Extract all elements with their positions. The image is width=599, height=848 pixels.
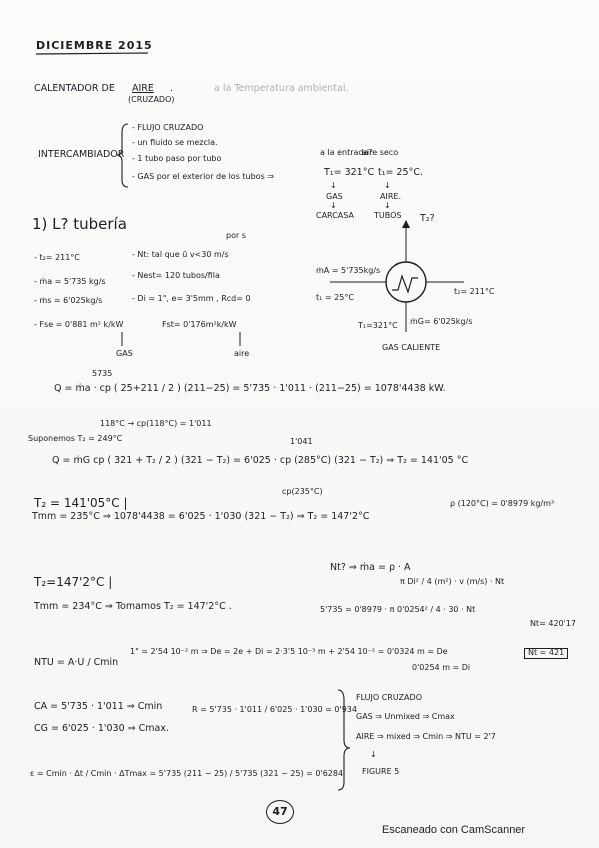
right-block-item: GAS ⇒ Unmixed ⇒ Cmax	[356, 712, 455, 721]
r-line: R = 5'735 · 1'011 / 6'025 · 1'030 = 0'934	[192, 705, 357, 714]
t1-note: a la entrada?	[320, 148, 373, 157]
intro-fluid: AIRE	[132, 83, 154, 94]
faint-note: a la Temperatura ambiental.	[214, 83, 349, 94]
nt-line: Nt? ⇒ ṁa = ρ · A	[330, 562, 411, 573]
given-right: Fst= 0'176m²k/kW	[162, 320, 237, 329]
intercambiador-item: - 1 tubo paso por tubo	[132, 154, 222, 163]
right-block-item: ↓	[370, 750, 377, 759]
arrow-down: ↓	[384, 201, 391, 210]
di-line: 0'0254 m = Di	[412, 663, 471, 672]
intercambiador-item: - FLUJO CRUZADO	[132, 123, 204, 132]
gas-label: GAS	[326, 192, 343, 201]
page-title: DICIEMBRE 2015	[36, 39, 153, 52]
nt-eq: π Di² / 4 (m²) · v (m/s) · Nt	[400, 577, 505, 586]
aire-label: AIRE.	[380, 192, 401, 201]
diagram-caption: GAS CALIENTE	[382, 343, 441, 352]
diagram-ma: ṁA = 5'735kg/s	[316, 266, 381, 275]
eps-line: ε = Cmin · Δt / Cmin · ΔTmax = 5'735 (211 − 25) / 5'735 (321 − 25) = 0'6284	[30, 769, 344, 778]
big-eq: 5'735 = 0'8979 · π 0'0254² / 4 · 30 · Nt	[320, 605, 476, 614]
given-left: - t₂= 211°C	[34, 253, 80, 262]
t1-value: T₁= 321°C	[324, 167, 375, 178]
suponemos: Suponemos T₂ = 249°C	[28, 434, 123, 443]
tm-line1: Tmm = 235°C ⇒ 1078'4438 = 6'025 · 1'030 (321 − T₂) ⇒ T₂ = 147'2°C	[32, 511, 370, 522]
gas-sub: CARCASA	[316, 211, 354, 220]
t2-result: T₂ = 141'05°C |	[34, 496, 128, 510]
right-block-item: AIRE ⇒ mixed ⇒ Cmin ⇒ NTU = 2'7	[356, 732, 496, 741]
given-left: - Fse = 0'881 m² k/kW	[34, 320, 124, 329]
cg-line: CG = 6'025 · 1'030 ⇒ Cmax.	[34, 723, 169, 734]
diagram-t2: T₂?	[420, 213, 435, 224]
given-left: - ṁs = 6'025kg/s	[34, 296, 103, 305]
q2-note: 1'041	[290, 437, 313, 446]
given-right: - Nest= 120 tubos/fila	[132, 271, 220, 280]
under-right: aire	[234, 349, 250, 358]
intro-fluid-note: (CRUZADO)	[128, 95, 175, 104]
aire-sub: TUBOS	[374, 211, 402, 220]
intercambiador-label: INTERCAMBIADOR	[38, 149, 125, 160]
arrow-down: ↓	[330, 181, 337, 190]
under-left: GAS	[116, 349, 133, 358]
rho-note: ρ (120°C) = 0'8979 kg/m³	[450, 499, 555, 508]
ca-line: CA = 5'735 · 1'011 ⇒ Cmin	[34, 701, 163, 712]
t2-result2: T₂=147'2°C |	[34, 575, 113, 589]
intro-heading: CALENTADOR DE	[34, 83, 115, 94]
q-note-top: 5735	[92, 369, 113, 378]
tm-line2: Tmm = 234°C ⇒ Tomamos T₂ = 147'2°C .	[34, 601, 232, 612]
arrow-down: ↓	[330, 201, 337, 210]
q2-line: Q = ṁG cp ( 321 + T₂ / 2 ) (321 − T₂) = 6'025 · cp (285°C) (321 − T₂) ⇒ T₂ = 141'05 °C	[52, 455, 469, 466]
nt-final: Nt = 421	[524, 648, 568, 659]
intro-dot: .	[170, 83, 174, 94]
arrow-down: ↓	[384, 181, 391, 190]
right-block-item: FLUJO CRUZADO	[356, 693, 422, 702]
right-block-item: FIGURE 5	[362, 767, 400, 776]
given-right: - Di = 1", e= 3'5mm , Rcd= 0	[132, 294, 251, 303]
t-air-value: t₁= 25°C.	[378, 167, 424, 178]
nt-result: Nt= 420'17	[530, 619, 577, 628]
diagram-ms: ṁG= 6'025kg/s	[410, 317, 473, 326]
given-right: - Nt: tal que ū v<30 m/s	[132, 250, 229, 259]
diagram-T1: T₁=321°C	[358, 321, 398, 330]
intercambiador-item: - un fluido se mezcla.	[132, 138, 218, 147]
diagram-t1: t₁ = 25°C	[316, 293, 354, 302]
page-number: 47	[266, 800, 294, 824]
diagram-t2-out: t₂= 211°C	[454, 287, 495, 296]
de-line: 1" = 2'54 10⁻² m ⇒ De = 2e + Di = 2·3'5 10⁻³ m + 2'54 10⁻² = 0'0324 m = De	[130, 647, 448, 656]
q-note-under: 118°C → cp(118°C) = 1'011	[100, 419, 212, 428]
section-heading: 1) L? tubería	[32, 215, 127, 233]
intercambiador-item: - GAS por el exterior de los tubos ⇒	[132, 172, 274, 181]
q-line: Q = ṁa · cp ( 25+211 / 2 ) (211−25) = 5'735 · 1'011 · (211−25) = 1078'4438 kW.	[54, 383, 446, 394]
camscanner-footer: Escaneado con CamScanner	[382, 824, 526, 836]
t-air-note: aire seco	[362, 148, 399, 157]
cp-note: cp(235°C)	[282, 487, 323, 496]
right-note: por s	[226, 231, 246, 240]
given-left: - ṁa = 5'735 kg/s	[34, 277, 106, 286]
ntu-line: NTU = A·U / Cmin	[34, 657, 119, 668]
